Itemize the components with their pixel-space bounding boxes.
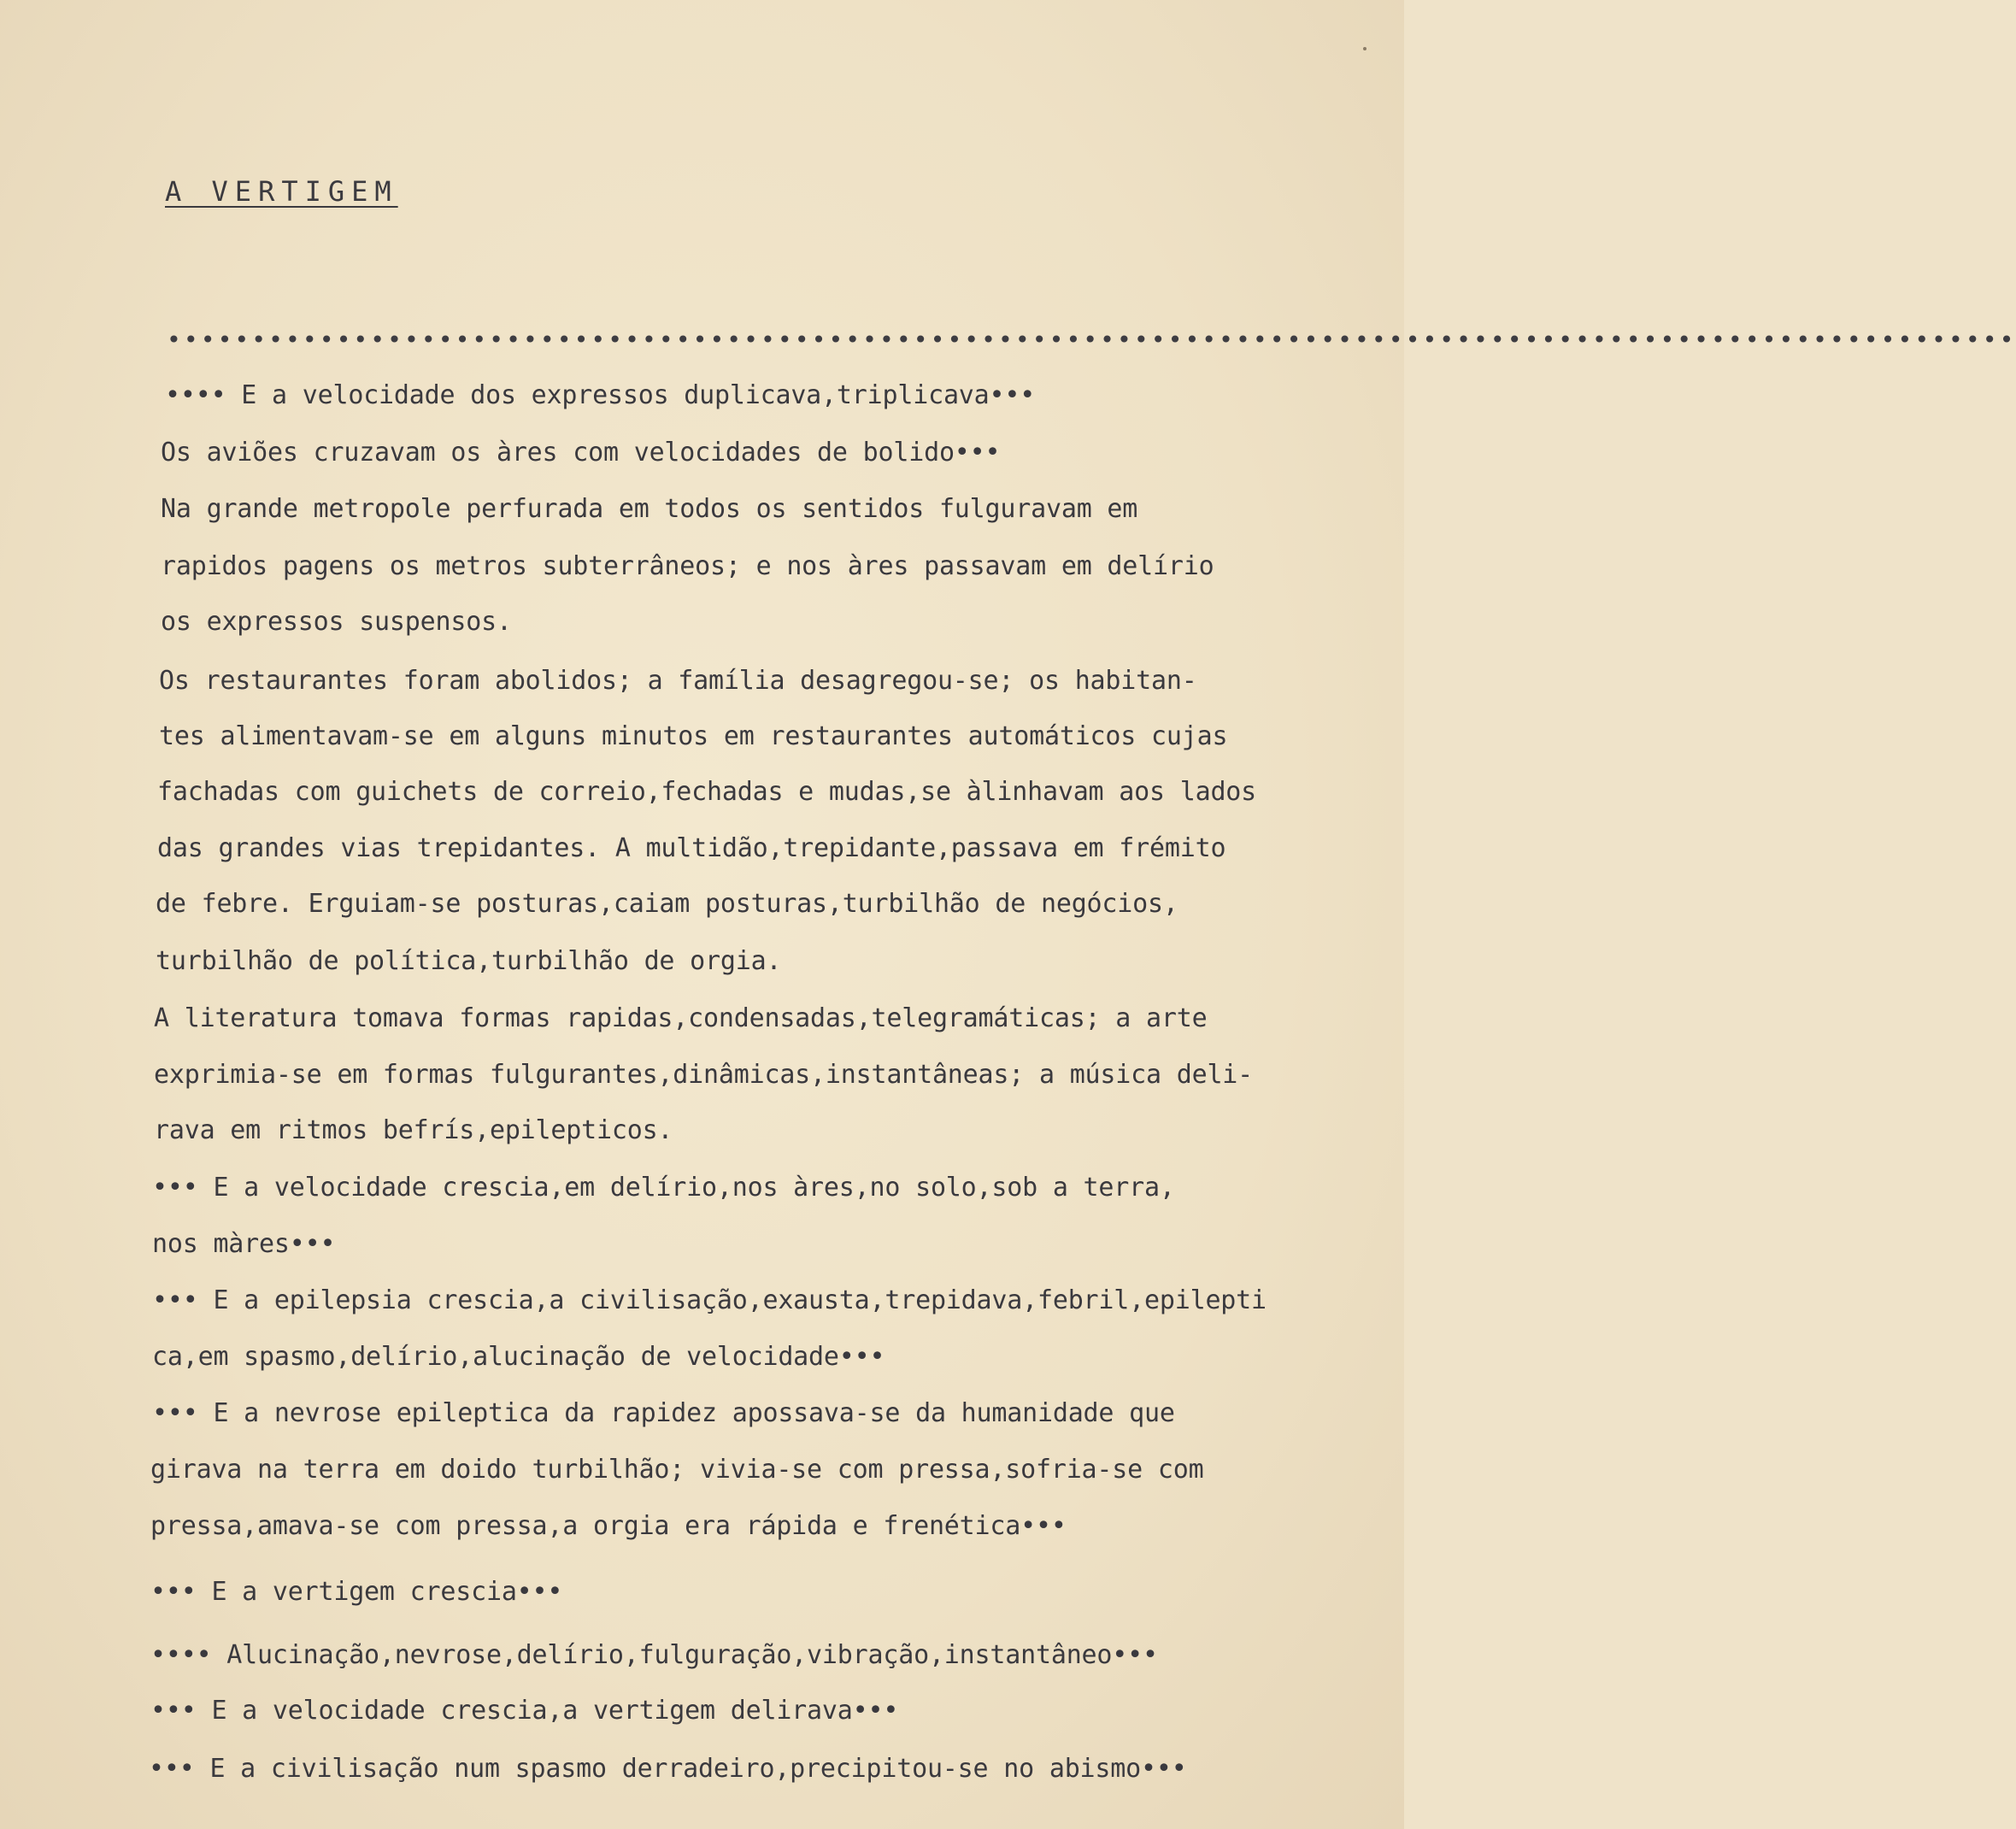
text-line: Na grande metropole perfurada em todos os sentidos fulguravam em — [161, 494, 1138, 524]
text-line: tes alimentavam-se em alguns minutos em restaurantes automáticos cujas — [159, 721, 1228, 751]
page-title: A VERTIGEM — [165, 175, 398, 208]
text-line: girava na terra em doido turbilhão; vivia-se com pressa,sofria-se com — [150, 1455, 1204, 1485]
text-line: •••• E a velocidade dos expressos duplicava,triplicava••• — [165, 380, 1036, 410]
text-line: A literatura tomava formas rapidas,condensadas,telegramáticas; a arte — [154, 1003, 1208, 1033]
text-line: ••• E a velocidade crescia,a vertigem delirava••• — [150, 1696, 899, 1726]
text-line: Os aviões cruzavam os àres com velocidades de bolido••• — [161, 438, 1001, 468]
text-line: ••• E a velocidade crescia,em delírio,nos àres,no solo,sob a terra, — [152, 1173, 1175, 1203]
text-line: rava em ritmos befrís,epilepticos. — [154, 1115, 673, 1145]
text-line: os expressos suspensos. — [161, 607, 512, 637]
text-line: rapidos pagens os metros subterrâneos; e nos àres passavam em delírio — [161, 551, 1214, 581]
text-line: ••• E a civilisação num spasmo derradeiro,precipitou-se no abismo••• — [149, 1754, 1187, 1784]
text-line: ••• E a vertigem crescia••• — [150, 1577, 563, 1607]
text-line: ••• E a nevrose epileptica da rapidez apossava-se da humanidade que — [152, 1398, 1175, 1428]
text-line: ca,em spasmo,delírio,alucinação de velocidade••• — [152, 1342, 885, 1372]
text-line: ••• E a epilepsia crescia,a civilisação,exausta,trepidava,febril,epilepti — [152, 1285, 1267, 1315]
text-line: exprimia-se em formas fulgurantes,dinâmicas,instantâneas; a música deli- — [154, 1060, 1254, 1090]
text-line: de febre. Erguiam-se posturas,caiam posturas,turbilhão de negócios, — [156, 889, 1178, 919]
text-line: fachadas com guichets de correio,fechadas e mudas,se àlinhavam aos lados — [157, 777, 1257, 807]
text-line: •••• Alucinação,nevrose,delírio,fulguração,vibração,instantâneo••• — [150, 1640, 1158, 1670]
text-line: Os restaurantes foram abolidos; a família desagregou-se; os habitan- — [159, 666, 1197, 696]
text-line: turbilhão de política,turbilhão de orgia. — [156, 946, 782, 976]
dotted-separator: ••••••••••••••••••••••••••••••••••••••••••••••••••••••••••••••••••••••••••••••••••••••••••••••••••••••••••••• — [167, 326, 2016, 354]
text-line: pressa,amava-se com pressa,a orgia era rápida e frenética••• — [150, 1511, 1067, 1541]
text-line: nos màres••• — [152, 1229, 336, 1259]
text-line: das grandes vias trepidantes. A multidão,trepidante,passava em frémito — [157, 833, 1226, 863]
